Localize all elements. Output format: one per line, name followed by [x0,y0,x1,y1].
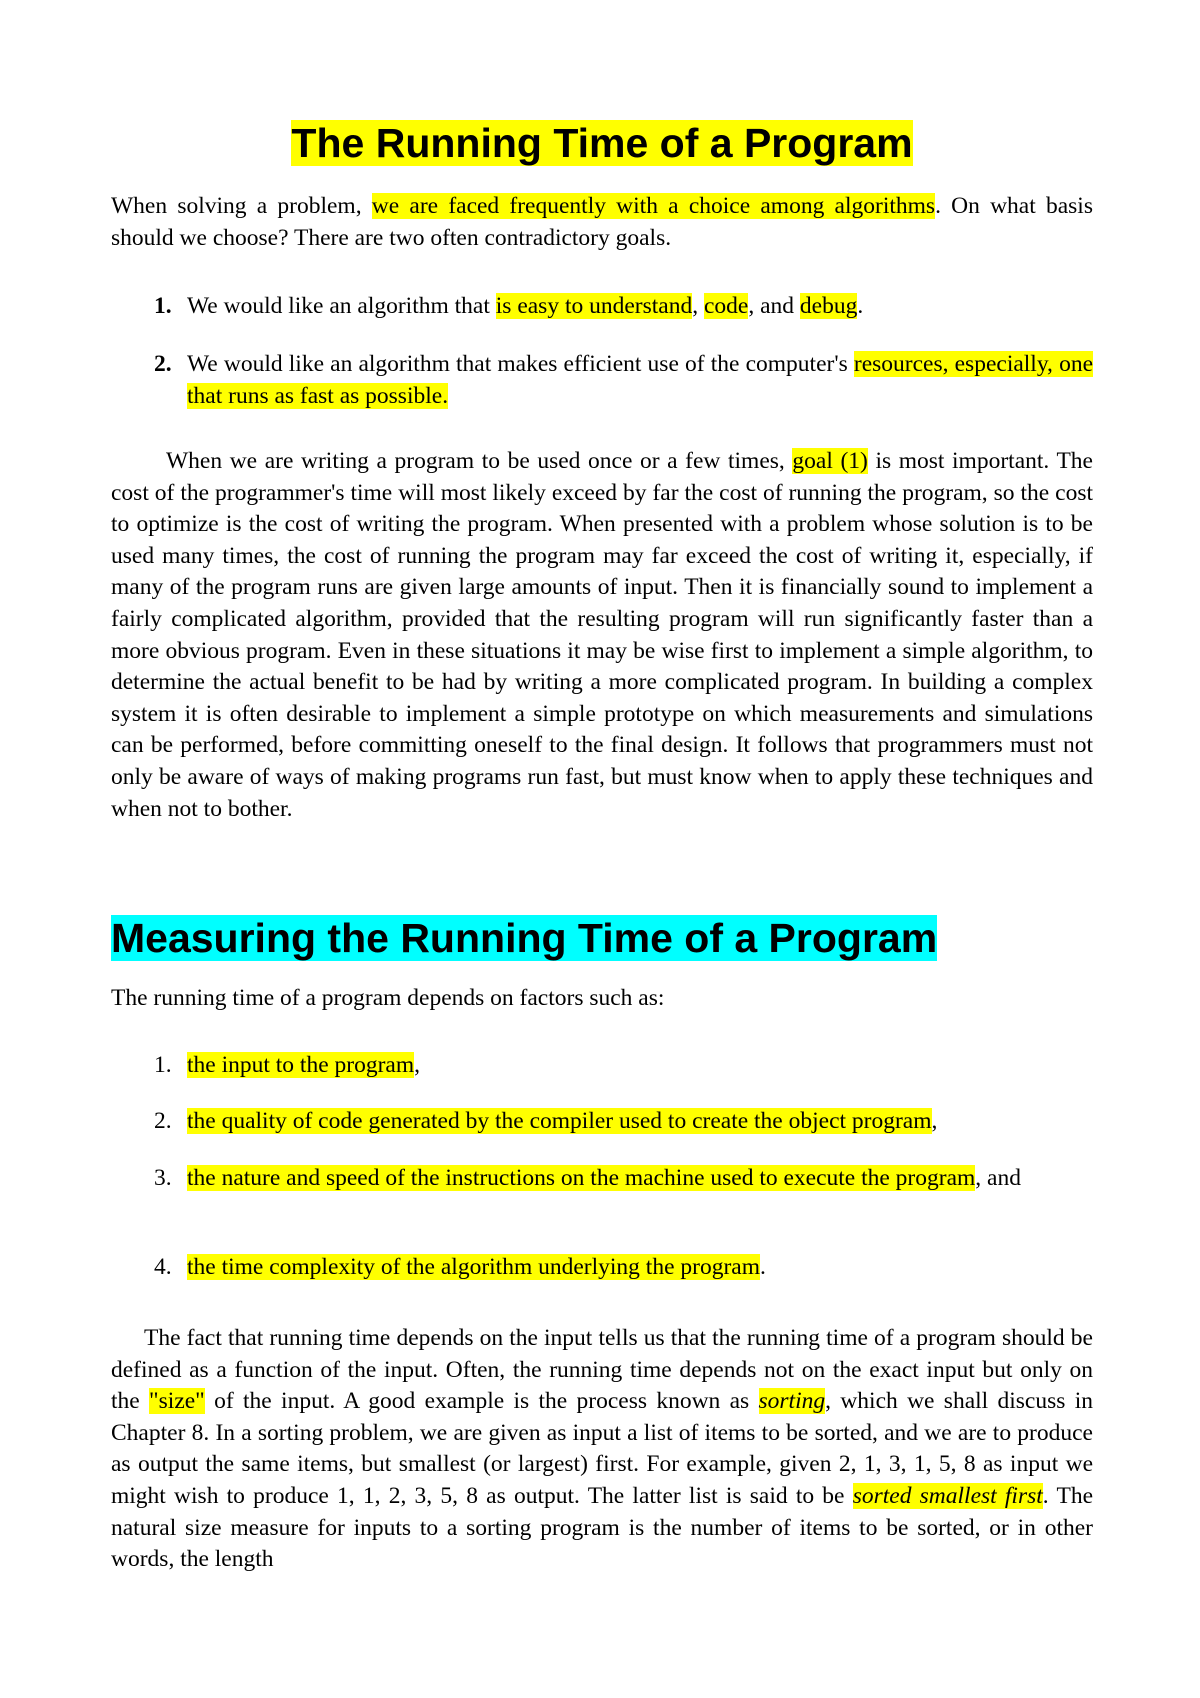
page-title [111,118,1093,168]
section-heading-text: Measuring the Running Time of a Program [111,915,938,961]
goal-text: , and [748,293,800,319]
factors-list-1 [111,1050,1093,1082]
factor-text: . [760,1254,766,1280]
body-paragraph-2 [111,1323,1093,1576]
goal-item-2 [111,349,1093,412]
factor-text: , [931,1108,938,1134]
goals-list [111,291,1093,323]
factor-number: 1. [154,1052,172,1078]
factor-item-1 [111,1050,1093,1082]
factor-item-2 [111,1106,1093,1138]
para2-text-4: . The natural size measure for inputs to a sorting program is the number of items to be sorted, or in other words, the length [111,1482,1093,1573]
para2-highlight-sorted: sorted smallest first [852,1482,1043,1509]
factor-highlight: the quality of code generated by the compiler used to create the object program [187,1108,932,1134]
para2-highlight-size: "size" [149,1388,205,1415]
goal-number: 1. [154,293,172,319]
factor-number: 3. [154,1165,172,1191]
factors-list-4 [111,1252,1093,1284]
goal-highlight: resources, especially, one that runs as fast as possible. [187,351,1094,409]
intro-text-2: . On what basis should we choose? There are two often contradictory goals. [111,193,1093,251]
factors-list-3 [111,1163,1093,1195]
factor-highlight: the nature and speed of the instructions on the machine used to execute the program [187,1165,976,1191]
para1-highlight: goal (1) [792,448,868,474]
factor-number: 2. [154,1108,172,1134]
goal-text: . [857,293,864,319]
intro-paragraph [111,191,1093,254]
para2-text-2: of the input. A good example is the process known as [204,1388,759,1415]
factor-item-3 [111,1163,1093,1195]
factor-number: 4. [154,1254,172,1280]
goal-text: We would like an algorithm that makes efficient use of the computer's [187,351,854,377]
section-heading [111,913,937,963]
goals-list-2 [111,349,1093,412]
para2-text-1: The fact that running time depends on the input tells us that the running time of a program should be defined as a function of the input. Often, the running time depends not on the exact input but only on the [111,1325,1093,1415]
goal-highlight: debug [799,293,858,319]
para1-text-1: When we are writing a program to be used once or a few times, [166,448,793,474]
factor-item-4 [111,1252,1093,1284]
page-title-text: The Running Time of a Program [291,120,913,166]
goal-highlight: is easy to understand [495,293,693,319]
goal-item-1 [111,291,1093,323]
intro-text-1: When solving a problem, [111,193,372,219]
factors-list-2 [111,1106,1093,1138]
para2-highlight-sorting: sorting [758,1388,826,1415]
factor-text: , and [975,1165,1021,1191]
factor-text: , [414,1052,420,1078]
para1-text-2: is most important. The cost of the programmer's time will most likely exceed by far the cost of running the program, so the cost to optimize is the cost of writing the program. When presented with a problem whose solution is to be used many times, the cost of running the program may far exceed the cost of writing it, especially, if many of the program runs are given large amounts of input. Then it is financially sound to implement a fairly complicated algorithm, provided that the resulting program will run significantly faster than a more obvious program. Even in these situations it may be wise first to implement a simple algorithm, to determine the actual benefit to be had by writing a more complicated program. In building a complex system it is often desirable to implement a simple prototype on which measurements and simulations can be performed, before committing oneself to the final design. It follows that programmers must not only be aware of ways of making programs run fast, but must know when to apply these techniques and when not to bother. [111,448,1093,822]
factor-highlight: the input to the program [187,1052,415,1078]
goal-text: We would like an algorithm that [187,293,496,319]
intro-highlight: we are faced frequently with a choice among algorithms [371,193,936,219]
goal-text: , [692,293,704,319]
goal-number: 2. [154,351,172,377]
factor-highlight: the time complexity of the algorithm underlying the program [187,1254,760,1280]
factors-intro: The running time of a program depends on factors such as: [111,985,665,1011]
para2-text-3: , which we shall discuss in Chapter 8. In a sorting problem, we are given as input a list of items to be sorted, and we are to produce as output the same items, but smallest (or largest) first. For example, given 2, 1, 3, 1, 5, 8 as input we might wish to produce 1, 1, 2, 3, 5, 8 as output. The latter list is said to be [111,1388,1094,1509]
body-paragraph-1 [111,446,1093,825]
goal-highlight: code [703,293,749,319]
